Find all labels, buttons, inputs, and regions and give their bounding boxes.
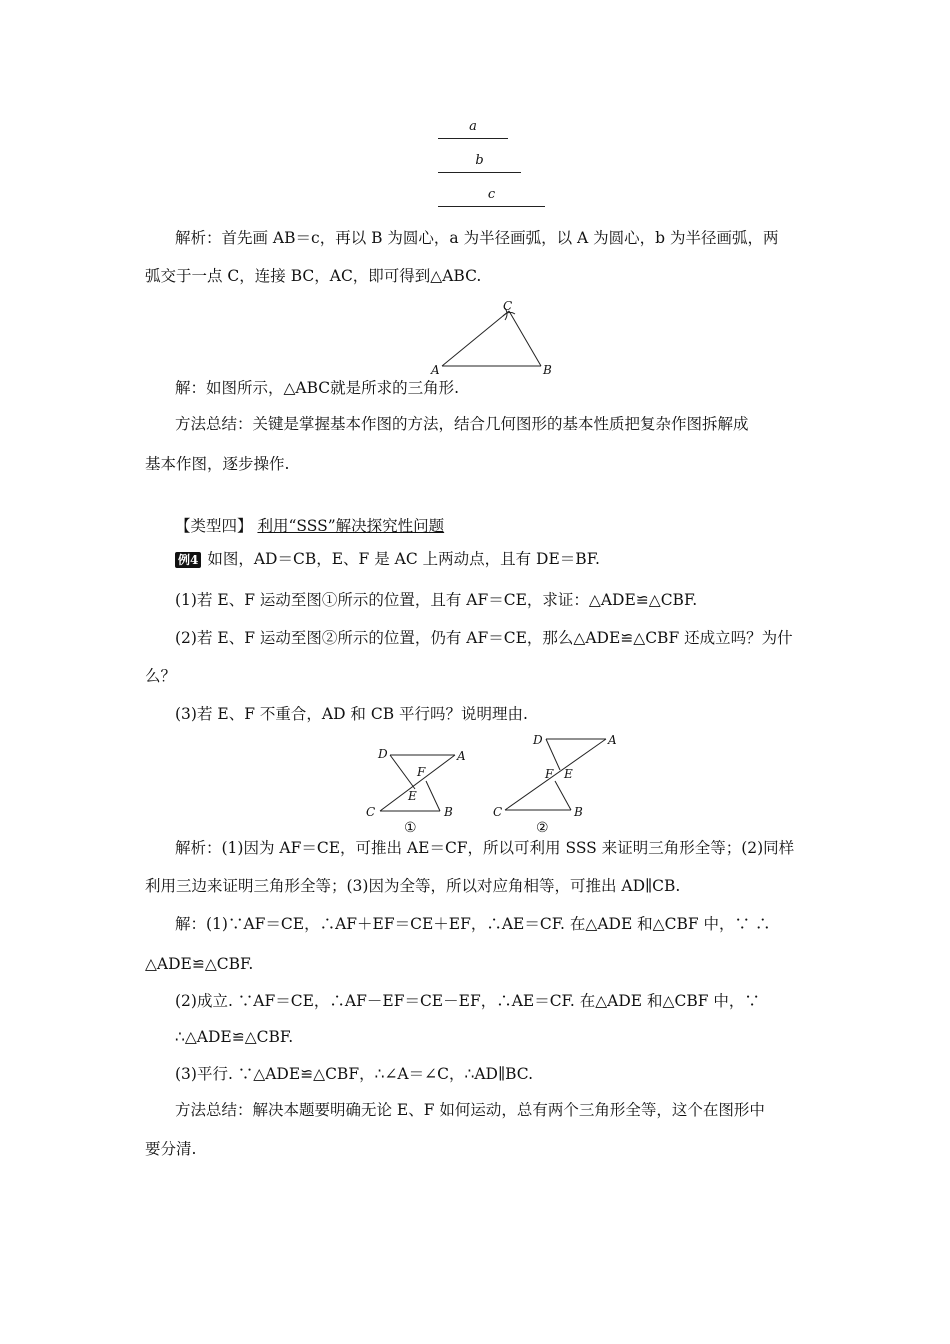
summary-2-line-1: 方法总结：解决本题要明确无论 E、F 如何运动，总有两个三角形全等，这个在图形中	[175, 1101, 765, 1119]
example-4-stem: 如图，AD＝CB，E、F 是 AC 上两动点，且有 DE＝BF.	[207, 550, 600, 568]
fig2-line-de	[546, 739, 560, 770]
summary-1-line-2: 基本作图，逐步操作.	[145, 455, 290, 473]
figure-1	[360, 740, 480, 840]
fig2-caption: ②	[536, 820, 549, 836]
analysis-2-line-1: 解析：(1)因为 AF＝CE，可推出 AE＝CF，所以可利用 SSS 来证明三角形全等；(2)同样	[175, 839, 795, 857]
fig1-line-de	[390, 755, 415, 789]
fig2-line-ac	[505, 739, 606, 810]
example-4-stem-line	[175, 549, 845, 569]
question-3: (3)若 E、F 不重合，AD 和 CB 平行吗？说明理由.	[175, 705, 528, 723]
fig2-label-b: B	[574, 805, 583, 819]
fig1-label-b: B	[444, 805, 453, 819]
fig1-label-d: D	[378, 747, 388, 761]
side-ac	[442, 311, 509, 366]
example-4-badge: 例4	[175, 552, 201, 568]
segment-c: c	[438, 188, 545, 207]
fig1-line-bf	[426, 781, 440, 811]
fig2-line-bf	[555, 781, 571, 810]
fig1-line-ac	[380, 755, 455, 811]
segment-b: b	[438, 154, 521, 173]
solution-2-part-2-line-1: (2)成立. ∵AF＝CE，∴AF－EF＝CE－EF，∴AE＝CF. 在△ADE 和△CBF 中，∵	[175, 992, 760, 1010]
triangle-abc-figure	[425, 296, 565, 378]
fig2-label-d: D	[533, 733, 543, 747]
analysis-1-line-2: 弧交于一点 C，连接 BC，AC，即可得到△ABC.	[145, 267, 482, 285]
figure-2	[488, 726, 628, 840]
fig1-label-c: C	[366, 805, 376, 819]
solution-2-part-1-line-1: 解：(1)∵AF＝CE，∴AF＋EF＝CE＋EF，∴AE＝CF. 在△ADE 和△CBF 中，∵ ∴	[175, 915, 771, 933]
analysis-2-line-2: 利用三边来证明三角形全等；(3)因为全等，所以对应角相等，可推出 AD∥CB.	[145, 877, 681, 895]
segment-a: a	[438, 120, 508, 139]
analysis-1-line-1: 解析：首先画 AB＝c，再以 B 为圆心，a 为半径画弧，以 A 为圆心，b 为半径画弧，两	[175, 229, 779, 247]
fig2-label-f: F	[545, 767, 554, 781]
fig1-label-e: E	[408, 789, 417, 803]
label-c: C	[503, 299, 513, 313]
summary-2-line-2: 要分清.	[145, 1140, 197, 1158]
summary-1-line-1: 方法总结：关键是掌握基本作图的方法，结合几何图形的基本性质把复杂作图拆解成	[175, 415, 749, 433]
solution-1: 解：如图所示，△ABC就是所求的三角形.	[175, 379, 460, 397]
fig2-label-c: C	[493, 805, 503, 819]
solution-2-part-2-line-2: ∴△ADE≌△CBF.	[175, 1028, 294, 1046]
side-bc	[509, 311, 541, 366]
label-b: B	[543, 363, 552, 377]
type-4-title: 利用“SSS”解决探究性问题	[257, 517, 445, 535]
question-2-line-1: (2)若 E、F 运动至图②所示的位置，仍有 AF＝CE，那么△ADE≌△CBF 还成立吗？为什	[175, 629, 793, 647]
label-a: A	[431, 363, 440, 377]
solution-2-part-1-line-2: △ADE≌△CBF.	[145, 955, 254, 973]
solution-2-part-3: (3)平行. ∵△ADE≌△CBF，∴∠A＝∠C，∴AD∥BC.	[175, 1065, 534, 1083]
question-1: (1)若 E、F 运动至图①所示的位置，且有 AF＝CE，求证：△ADE≌△CBF.	[175, 591, 698, 609]
question-2-line-2: 么？	[145, 667, 177, 685]
fig1-caption: ①	[404, 820, 417, 836]
type-4-heading	[175, 516, 845, 536]
fig1-label-f: F	[417, 765, 426, 779]
type-4-bracket: 【类型四】	[175, 517, 253, 535]
fig1-label-a: A	[457, 749, 466, 763]
fig2-label-a: A	[608, 733, 617, 747]
fig2-label-e: E	[564, 767, 573, 781]
